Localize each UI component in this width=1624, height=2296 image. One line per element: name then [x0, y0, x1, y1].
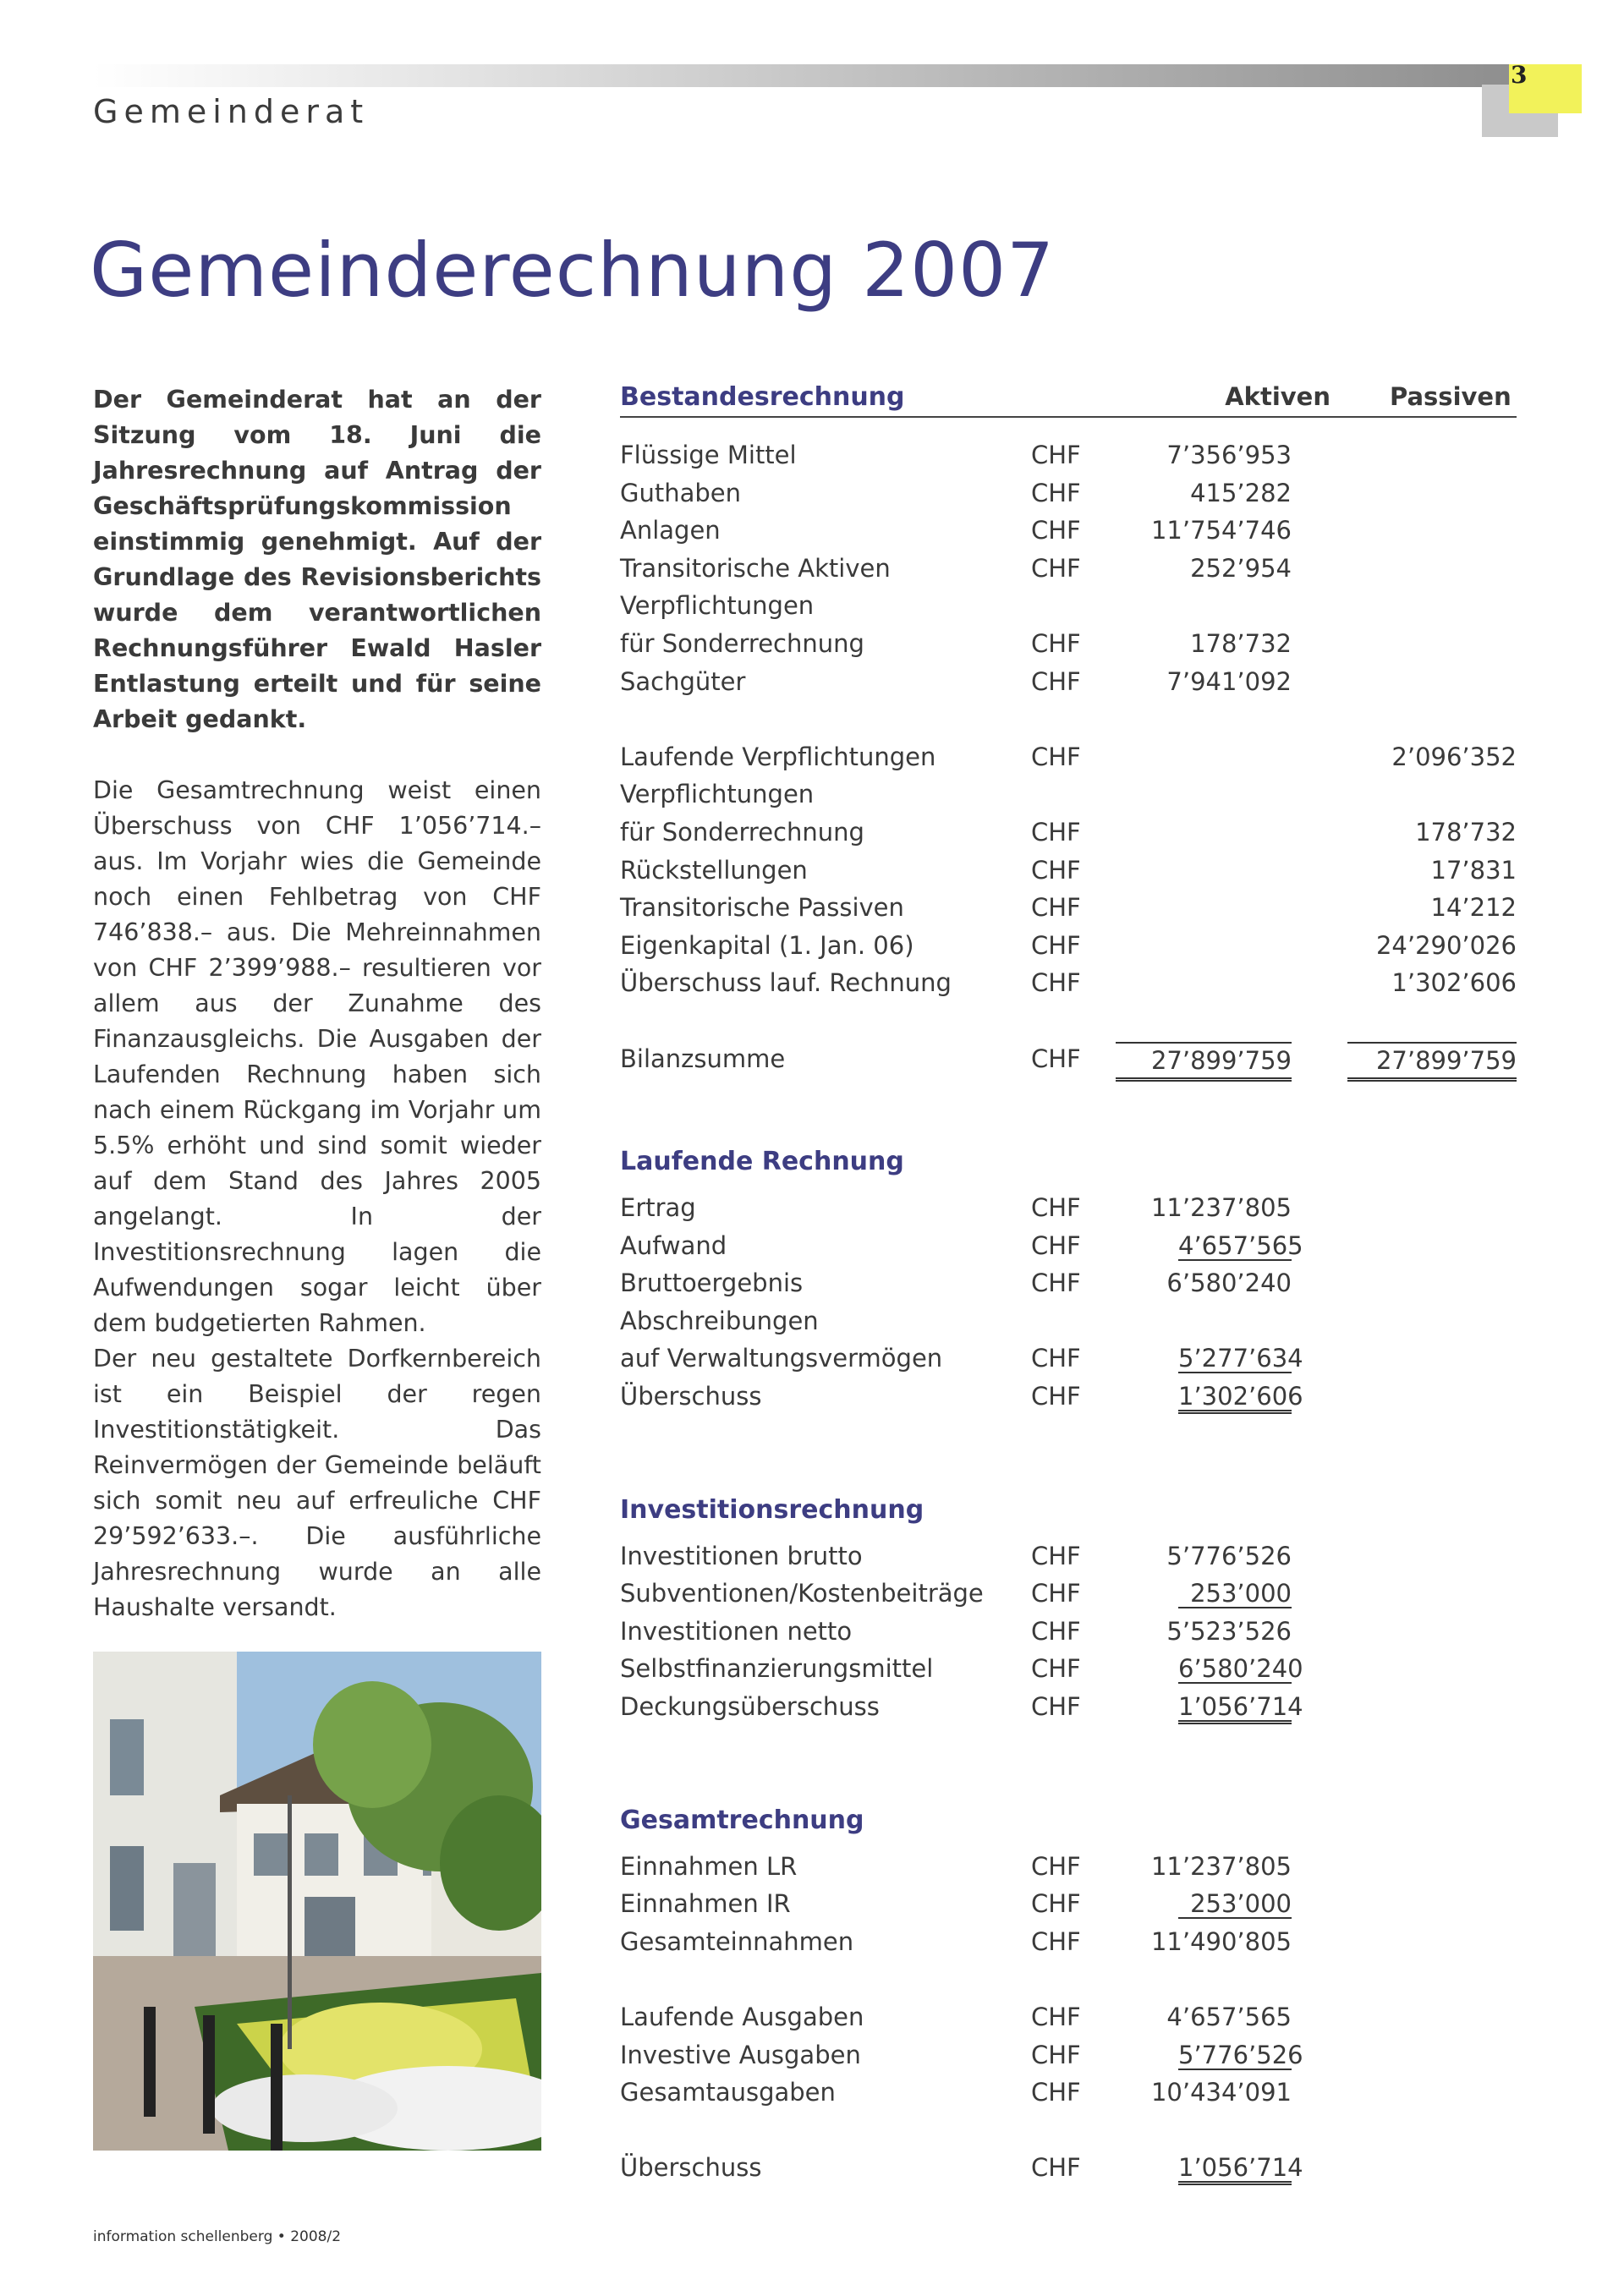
- row-label: Flüssige Mittel: [620, 441, 797, 469]
- row-label: Transitorische Passiven: [620, 893, 904, 923]
- table-row: [620, 436, 1517, 474]
- row-value: 11’237’805: [1150, 1193, 1292, 1223]
- row-value: 4’657’565: [1166, 2003, 1292, 2031]
- row-currency: CHF: [1031, 1926, 1081, 1956]
- table-row: [620, 2149, 1517, 2187]
- row-label: Laufende Verpflichtungen: [620, 742, 936, 771]
- row-currency: CHF: [1031, 1541, 1081, 1570]
- row-value: 5’277’634: [1178, 1340, 1292, 1373]
- row-label: Deckungsüberschuss: [620, 1692, 880, 1722]
- table-row: [620, 738, 1517, 776]
- row-label: für Sonderrechnung: [620, 817, 864, 847]
- row-value: 253’000: [1178, 1575, 1292, 1608]
- table-row-total: [620, 1040, 1517, 1078]
- row-value: 17’831: [1430, 855, 1517, 885]
- row-currency: CHF: [1031, 1579, 1081, 1608]
- row-value: 1’302’606: [1391, 968, 1517, 998]
- row-currency: CHF: [1031, 1382, 1081, 1411]
- table-row: [620, 1378, 1517, 1416]
- total-aktiven: 27’899’759: [1116, 1042, 1292, 1082]
- gesamt-title: Gesamtrechnung: [620, 1805, 864, 1835]
- row-label: Überschuss lauf. Rechnung: [620, 968, 952, 998]
- table-row: [620, 587, 1517, 625]
- row-currency: CHF: [1031, 2078, 1081, 2107]
- row-label: Transitorische Aktiven: [620, 553, 891, 583]
- row-label: Überschuss: [620, 2153, 762, 2183]
- row-label: Rückstellungen: [620, 855, 808, 885]
- footer-text: information schellenberg • 2008/2: [93, 2228, 342, 2245]
- table-row: [620, 1575, 1517, 1613]
- table-row: [620, 1340, 1517, 1378]
- row-value: 178’732: [1415, 817, 1517, 847]
- table-row: [620, 625, 1517, 663]
- page-title: Gemeinderechnung 2007: [90, 227, 1056, 314]
- row-currency: CHF: [1031, 516, 1081, 545]
- col-aktiven: Aktiven: [1225, 382, 1330, 411]
- row-value: 6’580’240: [1166, 1269, 1292, 1298]
- row-value: 6’580’240: [1178, 1650, 1292, 1684]
- row-currency: CHF: [1031, 1654, 1081, 1684]
- row-label: Verpflichtungen: [620, 591, 815, 621]
- row-label: Gesamteinnahmen: [620, 1926, 854, 1956]
- table-row: [620, 512, 1517, 550]
- intro-text: [93, 382, 541, 1732]
- row-label: Bruttoergebnis: [620, 1269, 804, 1298]
- row-currency: CHF: [1031, 553, 1081, 583]
- row-value: 1’056’714: [1178, 1688, 1292, 1724]
- table-row: [620, 1613, 1517, 1651]
- table-row: [620, 1537, 1517, 1575]
- table-row: [620, 1264, 1517, 1302]
- row-value: 2’096’352: [1391, 742, 1517, 771]
- row-currency: CHF: [1031, 817, 1081, 847]
- row-value: 5’776’526: [1178, 2036, 1292, 2070]
- row-label: Bilanzsumme: [620, 1044, 786, 1073]
- table-row: [620, 1302, 1517, 1340]
- row-label: Einnahmen IR: [620, 1889, 791, 1919]
- row-currency: CHF: [1031, 2003, 1081, 2031]
- table-row: [620, 1189, 1517, 1227]
- row-value: 1’302’606: [1178, 1378, 1292, 1414]
- row-value: 11’237’805: [1150, 1851, 1292, 1881]
- table-row: [620, 1923, 1517, 1961]
- table-row: [620, 927, 1517, 965]
- row-value: 7’356’953: [1166, 441, 1292, 469]
- row-label: Investitionen netto: [620, 1616, 853, 1646]
- row-label: auf Verwaltungsvermögen: [620, 1344, 943, 1373]
- row-currency: CHF: [1031, 1851, 1081, 1881]
- section-label: Gemeinderat: [93, 93, 370, 130]
- financial-tables: [620, 379, 1517, 2187]
- invest-title: Investitionsrechnung: [620, 1494, 924, 1525]
- table-row: [620, 775, 1517, 814]
- row-value: 5’776’526: [1166, 1541, 1292, 1570]
- row-label: Überschuss: [620, 1382, 762, 1411]
- col-passiven: Passiven: [1390, 382, 1512, 411]
- row-label: Laufende Ausgaben: [620, 2003, 864, 2031]
- row-currency: CHF: [1031, 1044, 1081, 1073]
- row-label: Aufwand: [620, 1230, 727, 1260]
- table-row: [620, 1688, 1517, 1726]
- table-row: [620, 1848, 1517, 1886]
- row-label: Sachgüter: [620, 666, 746, 696]
- row-currency: CHF: [1031, 968, 1081, 998]
- intro-lead: Der Gemeinderat hat an der Sitzung vom 18. Juni die Jahresrechnung auf Antrag der Geschäftsprüfungskommission einstimmig genehmigt. Auf der Grundlage des Revisionsberichts wurde dem verantwortlichen Rechnungsführer Ewald Hasler Entlastung erteilt und für seine Arbeit gedankt.: [93, 386, 541, 733]
- row-currency: CHF: [1031, 930, 1081, 960]
- row-currency: CHF: [1031, 2153, 1081, 2183]
- page-number: 3: [1511, 61, 1528, 89]
- row-label: Gesamtausgaben: [620, 2078, 836, 2107]
- row-label: Abschreibungen: [620, 1306, 819, 1335]
- row-value: 415’282: [1190, 478, 1292, 507]
- row-currency: CHF: [1031, 666, 1081, 696]
- table-row: [620, 814, 1517, 852]
- row-label: Anlagen: [620, 516, 721, 545]
- row-value: 7’941’092: [1166, 666, 1292, 696]
- row-value: 4’657’565: [1178, 1227, 1292, 1261]
- row-value: 14’212: [1430, 893, 1517, 923]
- table-row: [620, 2036, 1517, 2074]
- row-currency: CHF: [1031, 893, 1081, 923]
- row-currency: CHF: [1031, 1269, 1081, 1298]
- row-label: Selbstfinanzierungsmittel: [620, 1654, 934, 1684]
- table-row: [620, 964, 1517, 1002]
- row-currency: CHF: [1031, 1344, 1081, 1373]
- row-value: 1’056’714: [1178, 2149, 1292, 2185]
- row-value: 5’523’526: [1166, 1616, 1292, 1646]
- row-value: 10’434’091: [1150, 2078, 1292, 2107]
- row-label: Subventionen/Kostenbeiträge: [620, 1579, 984, 1608]
- table-row: [620, 1650, 1517, 1688]
- table-row: [620, 1227, 1517, 1265]
- row-label: Einnahmen LR: [620, 1851, 798, 1881]
- village-photo: [93, 1652, 541, 2151]
- village-photo-illustration: [93, 1652, 541, 2151]
- row-label: Verpflichtungen: [620, 780, 815, 809]
- row-currency: CHF: [1031, 441, 1081, 469]
- row-currency: CHF: [1031, 1230, 1081, 1260]
- header-gradient-bar: [93, 64, 1531, 87]
- row-label: Eigenkapital (1. Jan. 06): [620, 930, 914, 960]
- row-currency: CHF: [1031, 1616, 1081, 1646]
- row-label: Investitionen brutto: [620, 1541, 863, 1570]
- row-currency: CHF: [1031, 1193, 1081, 1223]
- row-currency: CHF: [1031, 855, 1081, 885]
- row-value: 11’754’746: [1150, 516, 1292, 545]
- bestand-title: Bestandesrechnung: [620, 382, 905, 412]
- laufende-title: Laufende Rechnung: [620, 1147, 904, 1177]
- table-row: [620, 852, 1517, 890]
- table-row: [620, 889, 1517, 927]
- row-currency: CHF: [1031, 478, 1081, 507]
- row-label: Ertrag: [620, 1193, 696, 1223]
- row-value: 24’290’026: [1375, 930, 1517, 960]
- table-row: [620, 550, 1517, 588]
- table-row: [620, 2074, 1517, 2112]
- table-row: [620, 663, 1517, 701]
- total-passiven: 27’899’759: [1347, 1042, 1517, 1082]
- row-label: Guthaben: [620, 478, 742, 507]
- row-value: 178’732: [1190, 628, 1292, 658]
- intro-paragraph-2: Der neu gestaltete Dorfkernbereich ist ein Beispiel der regen Investitionstätigkeit. Das Reinvermögen der Gemeinde beläuft sich somit neu auf erfreuliche CHF 29’592’633.–. Die ausführliche Jahresrechnung wurde an alle Haushalte versandt.: [93, 1345, 541, 1621]
- table-row: [620, 474, 1517, 512]
- table-row: [620, 1998, 1517, 2036]
- row-value: 252’954: [1190, 553, 1292, 583]
- row-value: 11’490’805: [1150, 1926, 1292, 1956]
- intro-paragraph-1: Die Gesamtrechnung weist einen Überschuss von CHF 1’056’714.– aus. Im Vorjahr wies die Gemeinde noch einen Fehlbetrag von CHF 746’838.– aus. Die Mehreinnahmen von CHF 2’399’988.– resultieren vor allem aus der Zunahme des Finanzausgleichs. Die Ausgaben der Laufenden Rechnung haben sich nach einem Rückgang im Vorjahr um 5.5% erhöht und sind somit wieder auf dem Stand des Jahres 2005 angelangt. In der Investitionsrechnung lagen die Aufwendungen sogar leicht über dem budgetierten Rahmen.: [93, 776, 541, 1337]
- row-label: für Sonderrechnung: [620, 628, 864, 658]
- row-currency: CHF: [1031, 1692, 1081, 1722]
- row-currency: CHF: [1031, 742, 1081, 771]
- row-currency: CHF: [1031, 2040, 1081, 2069]
- row-currency: CHF: [1031, 628, 1081, 658]
- row-currency: CHF: [1031, 1889, 1081, 1919]
- row-value: 253’000: [1178, 1885, 1292, 1919]
- table-row: [620, 1885, 1517, 1923]
- bestand-header: [620, 379, 1517, 418]
- row-label: Investive Ausgaben: [620, 2040, 861, 2069]
